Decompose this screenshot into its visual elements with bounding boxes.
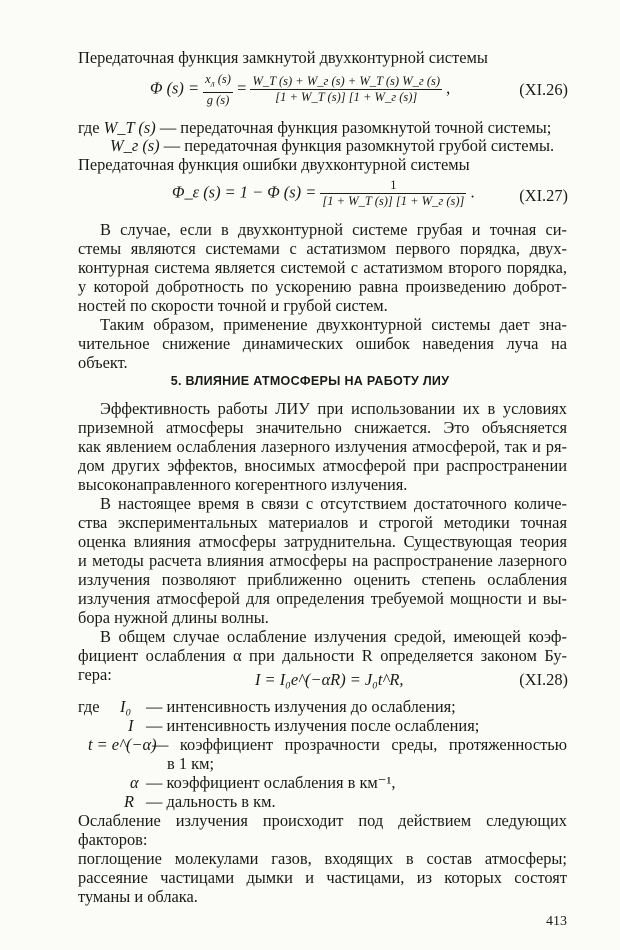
intro-line-1: Передаточная функция замкнутой двухконтурной системы — [78, 48, 488, 67]
p7-line: рассеяние частицами дымки и частицами, из которых состоят — [78, 868, 567, 887]
def-i0-symbol: I₀ — [120, 697, 132, 716]
eq26-fraction-1 — [203, 72, 233, 108]
p4-line: ства экспериментальных материалов и строгой методики точная — [78, 513, 567, 532]
eq27-dot: . — [470, 182, 475, 202]
def-r-text: — дальность в км. — [146, 792, 276, 811]
def-t-text: — коэффициент прозрачности среды, протяженностью — [152, 735, 567, 754]
eq26-number: (XI.26) — [519, 80, 568, 99]
eq26-f1-sub: л — [210, 78, 215, 89]
where-wt-text: — передаточная функция разомкнутой точной системы; — [159, 118, 552, 137]
p2-line: Таким образом, применение двухконтурной системы дает зна- — [100, 315, 567, 334]
eq26-fraction-2 — [250, 74, 442, 105]
eq26-f1-den: g (s) — [206, 92, 230, 107]
p4-line: бора нужной длины волны. — [78, 608, 269, 627]
where-wg — [110, 136, 554, 156]
p4-line: излучения атмосферой для определения требуемой мощности и вы- — [78, 589, 567, 608]
equation-xi-26 — [150, 72, 450, 108]
section-heading: 5. ВЛИЯНИЕ АТМОСФЕРЫ НА РАБОТУ ЛИУ — [170, 374, 450, 388]
eq28-number: (XI.28) — [519, 670, 568, 689]
p7-line: туманы и облака. — [78, 887, 198, 906]
equation-xi-27 — [172, 178, 475, 209]
p5-line: гера: — [78, 665, 112, 684]
eq27-num: 1 — [320, 178, 466, 194]
eq26-f2-den: [1 + W_T (s)] [1 + W_г (s)] — [275, 90, 418, 105]
defs-where: где — [78, 697, 100, 716]
p5-line: В общем случае ослабление излучения средой, имеющей коэф- — [100, 627, 567, 646]
eq26-f2-num: W_T (s) + W_г (s) + W_T (s) W_г (s) — [252, 74, 441, 89]
p3-line: приземной атмосферы значительно снижается. Это объясняется — [78, 418, 567, 437]
def-r-symbol: R — [124, 792, 135, 811]
p3-line: дом других эффектов, вносимых атмосферой при распространении — [78, 456, 567, 475]
eq27-number: (XI.27) — [519, 186, 568, 205]
eq27-den: [1 + W_T (s)] [1 + W_г (s)] — [322, 194, 465, 208]
p6-line: факторов: — [78, 830, 148, 849]
def-t-symbol: t = e^(−α) — [88, 735, 157, 754]
p3-line: как явлением ослабления лазерного излучения атмосферой, так и ря- — [78, 437, 567, 456]
p1-line: ностей по скорости точной и грубой систем. — [78, 296, 388, 315]
p4-line: и методы расчета влияния атмосферы на распространение лазерного — [78, 551, 567, 570]
def-i-symbol: I — [128, 716, 134, 735]
eq26-equals: = — [237, 78, 247, 98]
p3-line: Эффективность работы ЛИУ при использовании их в условиях — [100, 399, 567, 418]
where-wg-text: — передаточная функция разомкнутой грубой системы. — [163, 136, 555, 155]
p5-line: фициент ослабления α при дальности R определяется законом Бу- — [78, 646, 567, 665]
eq26-f1-tail: (s) — [217, 72, 231, 86]
p3-line: высоконаправленного когерентного излучения. — [78, 475, 408, 494]
p4-line: В настоящее время в связи с отсутствием достаточного количе- — [100, 494, 567, 513]
where-label: где — [78, 118, 100, 137]
p1-line: контурная система является системой с астатизмом второго порядка, — [78, 258, 567, 277]
where-wt — [78, 118, 551, 138]
p7-line: поглощение молекулами газов, входящих в состав атмосферы; — [78, 849, 567, 868]
def-alpha-symbol: α — [130, 773, 139, 792]
eq26-lhs: Φ (s) = — [150, 78, 200, 98]
intro-line-5: Передаточная функция ошибки двухконтурной системы — [78, 155, 470, 174]
def-i-text: — интенсивность излучения после ослабления; — [146, 716, 480, 735]
p2-line: чительное снижение динамических ошибок наведения луча на — [78, 334, 567, 353]
def-t-cont: в 1 км; — [167, 754, 215, 773]
eq27-fraction — [320, 178, 466, 209]
eq26-comma: , — [446, 78, 451, 98]
def-i0-text: — интенсивность излучения до ослабления; — [146, 697, 456, 716]
page-number: 413 — [546, 914, 567, 929]
p1-line: В случае, если в двухконтурной системе грубая и точная си- — [100, 220, 567, 239]
p1-line: у которой добротность по ускорению равна произведению доброт- — [78, 277, 567, 296]
p4-line: излучения позволяют приближенно оценить степень ослабления — [78, 570, 567, 589]
p6-line: Ослабление излучения происходит под действием следующих — [78, 811, 567, 830]
eq26-f1-num: x — [205, 72, 211, 86]
eq27-lhs: Φ_ε (s) = 1 − Φ (s) = — [172, 182, 317, 202]
where-wg-symbol: W_г (s) — [110, 136, 160, 155]
p4-line: оценка влияния атмосферы затруднительна. Существующая теория — [78, 532, 567, 551]
p2-line: объект. — [78, 353, 128, 372]
where-wt-symbol: W_T (s) — [103, 118, 156, 137]
def-alpha-text: — коэффициент ослабления в км⁻¹, — [146, 773, 396, 792]
equation-xi-28: I = I₀e^(−αR) = J₀t^R, — [255, 670, 404, 689]
p1-line: стемы являются системами с астатизмом первого порядка, двух- — [78, 239, 567, 258]
